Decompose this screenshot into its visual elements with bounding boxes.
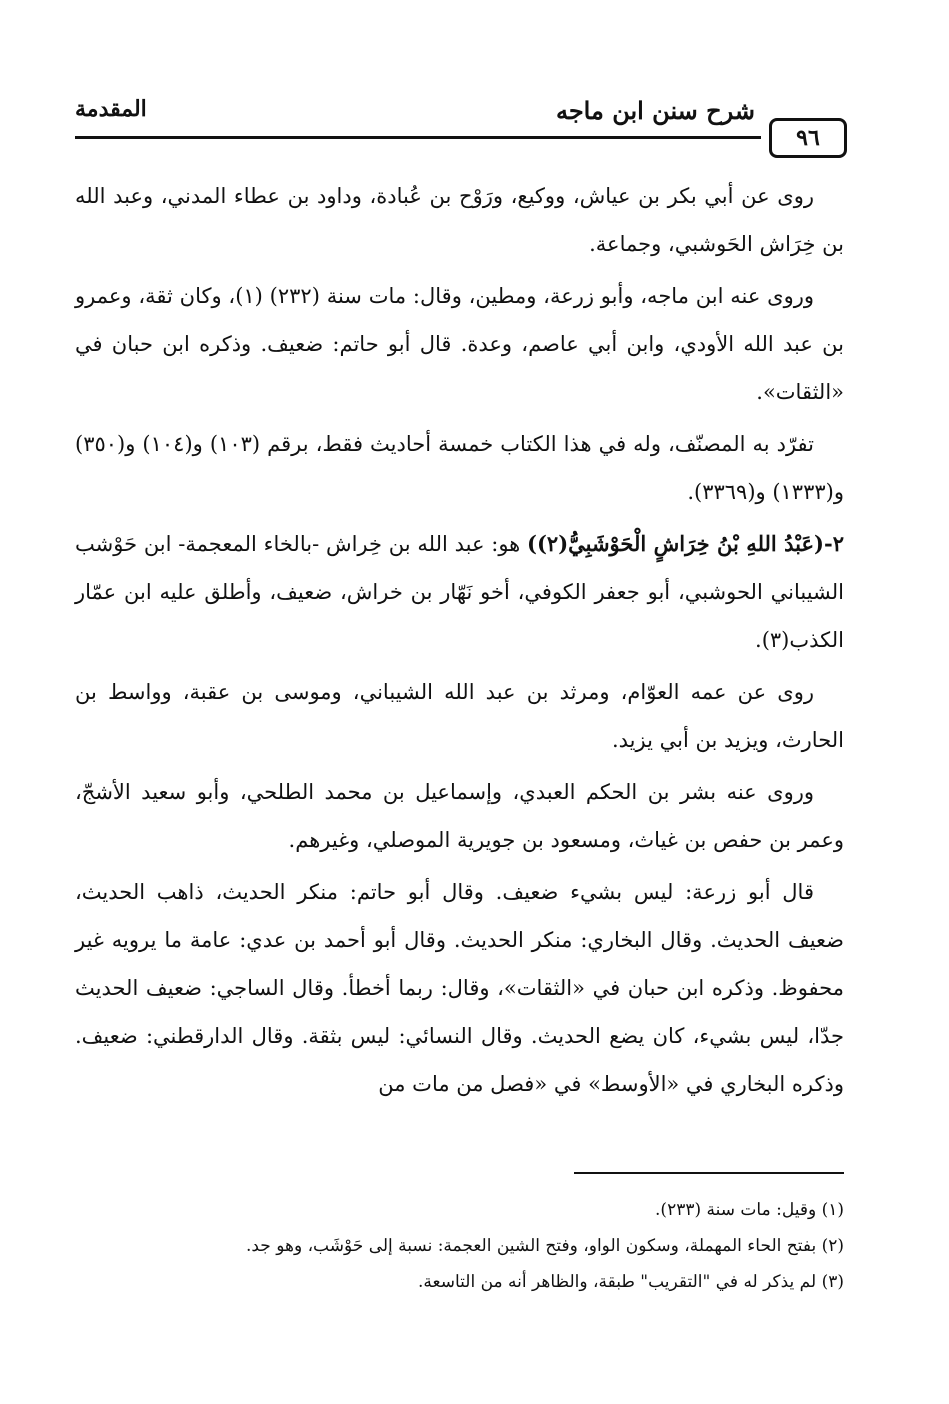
paragraph-unique-narrations: تفرّد به المصنّف، وله في هذا الكتاب خمسة أحاديث فقط، برقم (١٠٣) و(١٠٤) و(٣٥٠) و(١٣٣٣) و(٣٣٦٩). (75, 432, 844, 504)
page-number-text: ٩٦ (796, 125, 820, 151)
chapter-title: المقدمة (75, 96, 147, 122)
main-text (75, 172, 844, 1112)
paragraph-narrated-by-2: وروى عنه بشر بن الحكم العبدي، وإسماعيل بن محمد الطلحي، وأبو سعيد الأشجّ، وعمر بن حفص بن غياث، ومسعود بن جويرية الموصلي، وغيرهم. (75, 780, 844, 852)
footnotes (75, 1192, 844, 1300)
header-rule (75, 136, 761, 139)
footnote-3: (٣) لم يذكر له في "التقريب" طبقة، والظاهر أنه من التاسعة. (418, 1272, 844, 1292)
narrator-entry-title: ٢-(عَبْدُ اللهِ بْنُ خِرَاشٍ الْحَوْشَبِيُّ(٢)) (527, 531, 844, 556)
footnote-rule (574, 1172, 844, 1174)
page-header (75, 92, 847, 162)
page-number (769, 118, 847, 158)
narrator-entry-text: هو: عبد الله بن خِراش -بالخاء المعجمة- ابن حَوْشب الشيباني الحوشبي، أبو جعفر الكوفي، أخو نَهّار بن خراش، ضعيف، وأطلق عليه ابن عمّار الكذب(٣). (75, 532, 844, 652)
paragraph-narrator-entry (75, 520, 844, 664)
footnote-1: (١) وقيل: مات سنة (٢٣٣). (655, 1200, 844, 1220)
paragraph-narrated-from-2: روى عن عمه العوّام، ومرثد بن عبد الله الشيباني، وموسى بن عقبة، وواسط بن الحارث، ويزيد بن أبي يزيد. (75, 680, 844, 752)
footnote-2: (٢) بفتح الحاء المهملة، وسكون الواو، وفتح الشين العجمة: نسبة إلى حَوْشَب، وهو جد. (245, 1236, 844, 1256)
paragraph-narrated-from: روى عن أبي بكر بن عياش، ووكيع، ورَوْح بن عُبادة، وداود بن عطاء المدني، وعبد الله بن خِرَاش الحَوشبي، وجماعة. (75, 184, 844, 256)
paragraph-critique: قال أبو زرعة: ليس بشيء ضعيف. وقال أبو حاتم: منكر الحديث، ذاهب الحديث، ضعيف الحديث. وقال البخاري: منكر الحديث. وقال أبو أحمد بن عدي: عامة ما يرويه غير محفوظ. وذكره ابن حبان في «الثقات»، وقال: ربما أخطأ. وقال الساجي: ضعيف الحديث جدّا، ليس بشيء، كان يضع الحديث. وقال النسائي: ليس بثقة. وقال الدارقطني: ضعيف. وذكره البخاري في «الأوسط» في «فصل من مات من (75, 880, 844, 1096)
paragraph-narrated-by: وروى عنه ابن ماجه، وأبو زرعة، ومطين، وقال: مات سنة (٢٣٢) (١)، وكان ثقة، وعمرو بن عبد الله الأودي، وابن أبي عاصم، وعدة. قال أبو حاتم: ضعيف. وذكره ابن حبان في «الثقات». (75, 284, 844, 404)
book-title: شرح سنن ابن ماجه (555, 96, 755, 125)
